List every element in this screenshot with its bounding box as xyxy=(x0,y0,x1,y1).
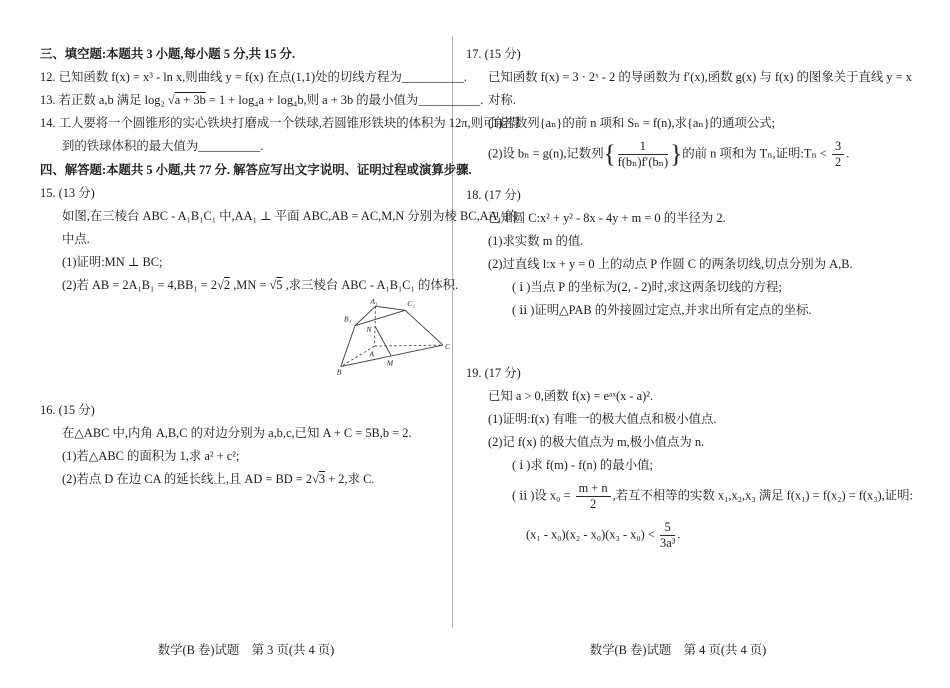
left-page-text-line xyxy=(40,233,454,246)
text-segment: 对称. xyxy=(488,93,516,107)
sqrt-expression xyxy=(168,93,206,107)
left-page-text-line xyxy=(40,116,521,130)
fraction-numerator: 1 xyxy=(618,140,669,155)
right-page-text-line xyxy=(466,117,896,130)
sqrt-expression xyxy=(269,278,282,292)
text-segment: 的前 n 项和为 Tₙ,证明:Tₙ < xyxy=(682,146,830,161)
text-segment: 12. 已知函数 f(x) = x³ - ln x,则曲线 y = f(x) 在点(1,1)处的切线方程为__________. xyxy=(40,70,467,84)
left-page-text-line xyxy=(40,473,454,486)
page-footer-right: 数学(B 卷)试题 第 4 页(共 4 页) xyxy=(589,643,767,657)
left-page-text-line xyxy=(40,187,454,200)
fraction-denominator: 2 xyxy=(589,497,597,512)
radical-sign: √ xyxy=(269,278,277,292)
right-page-text-line xyxy=(466,436,896,449)
fraction-numerator: m + n xyxy=(576,482,611,497)
text-segment: 已知函数 f(x) = 3 · 2ˣ - 2 的导函数为 f′(x),函数 g(x) 与 f(x) 的图象关于直线 y = x xyxy=(488,70,912,84)
left-page-text-line xyxy=(40,256,454,269)
vertex-label-M: M xyxy=(386,358,394,368)
right-page-text-line xyxy=(466,459,896,472)
right-page-text-line xyxy=(466,304,896,317)
text-segment: ( ⅱ )设 x₀ = xyxy=(512,488,574,503)
vertex-label-B1: B₁ xyxy=(343,314,352,324)
right-page-text-line xyxy=(466,70,912,84)
left-page-text-line xyxy=(40,450,454,463)
right-page-text-line xyxy=(466,481,913,512)
right-page-text-line xyxy=(466,94,896,107)
left-page-text-line xyxy=(40,278,459,292)
sqrt-expression xyxy=(217,278,230,292)
right-page-text-line xyxy=(466,212,896,225)
fraction xyxy=(576,482,611,511)
vertex-label-A1: A₁ xyxy=(370,297,378,307)
text-segment: (1)若△ABC 的面积为 1,求 a² + c²; xyxy=(62,449,240,463)
text-segment: 如图,在三棱台 ABC - A₁B₁C₁ 中,AA₁ ⊥ 平面 ABC,AB = AC,M,N 分别为棱 BC,AA₁ 的 xyxy=(62,209,518,223)
left-page-text-line xyxy=(40,93,484,107)
left-page-text-line xyxy=(40,70,467,84)
fraction-denominator: 2 xyxy=(835,155,842,170)
text-segment: 中点. xyxy=(62,232,90,246)
radical-sign: √ xyxy=(217,278,224,292)
right-page-text-line xyxy=(466,390,896,403)
right-page-text-line xyxy=(466,367,896,380)
left-page-text-line xyxy=(40,140,454,153)
text-segment: (2)若点 D 在边 CA 的延长线上,且 AD = BD = 2 xyxy=(62,472,313,486)
question15-frustum-figure xyxy=(336,296,458,388)
text-segment: 在△ABC 中,内角 A,B,C 的对边分别为 a,b,c,已知 A + C = 5B,b = 2. xyxy=(62,426,412,440)
text-segment: ,求三棱台 ABC - A₁B₁C₁ 的体积. xyxy=(282,278,459,292)
vertex-label-C1: C₁ xyxy=(407,299,416,309)
left-page-text-line xyxy=(40,163,472,177)
right-page-column xyxy=(466,47,913,560)
text-segment: ,MN = xyxy=(230,278,270,292)
text-segment: (2)过直线 l:x + y = 0 上的动点 P 作圆 C 的两条切线,切点分别为 A,B. xyxy=(488,257,853,272)
text-segment: (2)记 f(x) 的极大值点为 m,极小值点为 n. xyxy=(488,435,705,450)
text-segment: (2)若 AB = 2A₁B₁ = 4,BB₁ = 2 xyxy=(62,278,218,292)
big-brace: { xyxy=(603,141,616,169)
vertex-label-C: C xyxy=(445,342,451,352)
vertex-label-A: A xyxy=(369,349,375,359)
text-segment: (1)若数列{aₙ}的前 n 项和 Sₙ = f(n),求{aₙ}的通项公式; xyxy=(488,116,776,130)
fraction xyxy=(660,521,675,550)
big-brace: } xyxy=(670,141,683,169)
radicand: 5 xyxy=(276,278,283,292)
fraction xyxy=(618,140,669,169)
right-page-text-line xyxy=(466,521,896,550)
right-page-text-line xyxy=(466,189,896,202)
right-page-text-line xyxy=(466,140,896,169)
radical-sign: √ xyxy=(167,93,175,107)
fraction xyxy=(832,140,844,169)
text-segment: + 2,求 C. xyxy=(325,472,375,486)
right-page-text-line xyxy=(466,413,896,426)
right-page-text-line xyxy=(466,281,896,294)
text-segment: = 1 + log₄a + log₄b,则 a + 3b 的最小值为__________. xyxy=(205,93,484,107)
right-page-text-line xyxy=(466,48,896,61)
radical-sign: √ xyxy=(312,472,319,486)
radicand: 3 xyxy=(318,472,326,486)
text-segment: (2)设 bₙ = g(n),记数列 xyxy=(488,146,604,161)
fraction-denominator: f(bₙ)f′(bₙ) xyxy=(617,155,669,170)
sqrt-expression xyxy=(312,472,325,486)
radicand: a + 3b xyxy=(174,93,206,107)
page-footer-left: 数学(B 卷)试题 第 3 页(共 4 页) xyxy=(157,643,335,657)
text-segment: 14. 工人要将一个圆锥形的实心铁块打磨成一个铁球,若圆锥形铁块的体积为 12π,则可能得 xyxy=(40,116,521,130)
text-segment: ,若互不相等的实数 x₁,x₂,x₃ 满足 f(x₁) = f(x₂) = f(x₃),证明: xyxy=(612,488,913,503)
text-segment: 已知圆 C:x² + y² - 8x - 4y + m = 0 的半径为 2. xyxy=(488,211,726,226)
text-segment: (x₁ - x₀)(x₂ - x₀)(x₃ - x₀) < xyxy=(526,527,658,542)
fraction-denominator: 3a³ xyxy=(660,536,676,551)
text-segment: 17. (15 分) xyxy=(466,47,521,61)
text-segment: (1)求实数 m 的值. xyxy=(488,234,584,249)
text-segment: 16. (15 分) xyxy=(40,403,95,417)
text-segment: . xyxy=(846,146,850,161)
fraction-numerator: 5 xyxy=(660,521,675,536)
right-page-text-line xyxy=(466,235,896,248)
text-segment: 到的铁球体积的最大值为__________. xyxy=(62,139,264,153)
text-segment: 三、填空题:本题共 3 小题,每小题 5 分,共 15 分. xyxy=(40,47,296,61)
text-segment: 18. (17 分) xyxy=(466,188,521,203)
vertex-label-B: B xyxy=(336,367,342,377)
left-page-text-line xyxy=(40,209,518,223)
frustum-diagram xyxy=(336,296,458,388)
vertex-label-N: N xyxy=(366,324,372,334)
text-segment: (1)证明:MN ⊥ BC; xyxy=(62,255,163,269)
left-page-text-line xyxy=(40,404,454,417)
text-segment: 四、解答题:本题共 5 小题,共 77 分. 解答应写出文字说明、证明过程或演算步骤. xyxy=(40,163,472,177)
fraction-numerator: 3 xyxy=(832,140,844,155)
left-page-text-line xyxy=(40,427,454,440)
text-segment: 15. (13 分) xyxy=(40,186,95,200)
text-segment: . xyxy=(677,527,681,542)
text-segment: (1)证明:f(x) 有唯一的极大值点和极小值点. xyxy=(488,412,717,427)
text-segment: 已知 a > 0,函数 f(x) = eᵃˣ(x - a)². xyxy=(488,389,654,404)
radicand: 2 xyxy=(223,278,231,292)
text-segment: ( ⅱ )证明△PAB 的外接圆过定点,并求出所有定点的坐标. xyxy=(512,303,812,318)
text-segment: ( ⅰ )当点 P 的坐标为(2, - 2)时,求这两条切线的方程; xyxy=(512,280,782,295)
text-segment: ( ⅰ )求 f(m) - f(n) 的最小值; xyxy=(512,458,653,473)
text-segment: 19. (17 分) xyxy=(466,366,521,381)
text-segment: 13. 若正数 a,b 满足 log₂ xyxy=(40,93,168,107)
right-page-text-line xyxy=(466,258,896,271)
left-page-text-line xyxy=(40,48,454,61)
